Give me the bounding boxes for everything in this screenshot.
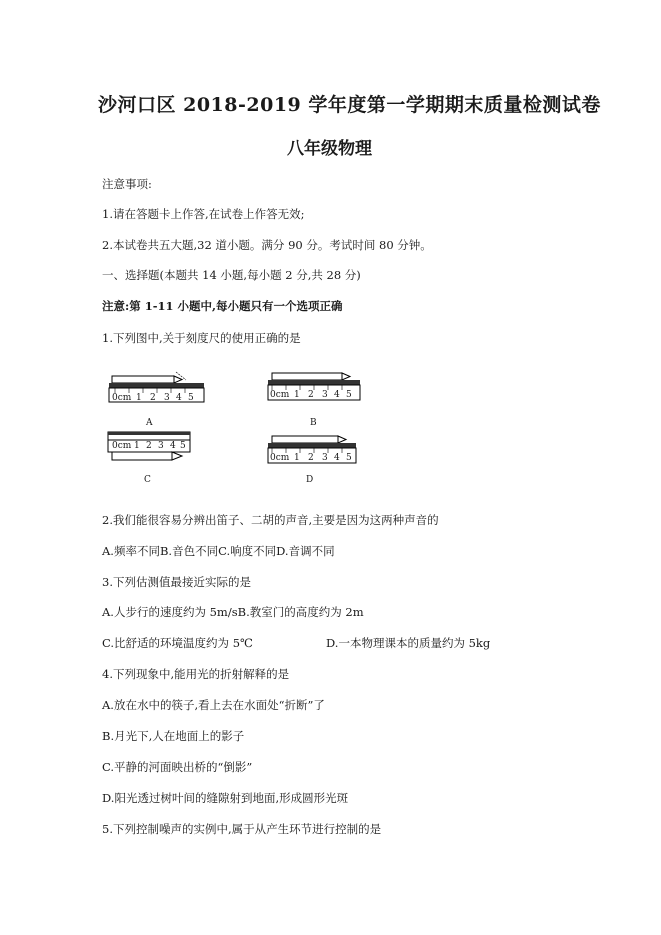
ruler-d-tick-4: 4 [334,453,340,463]
ruler-a-tick-0: 0cm [112,393,132,403]
question-4-stem: 4.下列现象中,能用光的折射解释的是 [102,667,290,681]
question-4-option-a: A.放在水中的筷子,看上去在水面处“折断”了 [102,698,325,712]
ruler-a-tick-2: 2 [150,393,156,403]
notes-heading: 注意事项: [102,177,152,191]
figure-label-c: C [144,475,151,485]
ruler-diagram [100,360,380,490]
ruler-c-tick-4: 4 [170,441,176,451]
ruler-c-tick-0: 0cm [112,441,132,451]
question-4-option-b: B.月光下,人在地面上的影子 [102,729,245,743]
ruler-b-tick-3: 3 [322,390,328,400]
section-heading: 一、选择题(本题共 14 小题,每小题 2 分,共 28 分) [102,268,361,282]
notes-item-2: 2.本试卷共五大题,32 道小题。满分 90 分。考试时间 80 分钟。 [102,238,432,252]
section-note: 注意:第 1-11 小题中,每小题只有一个选项正确 [102,299,343,313]
question-3-stem: 3.下列估测值最接近实际的是 [102,575,251,589]
ruler-a-tick-5: 5 [188,393,194,403]
ruler-c-tick-2: 2 [146,441,152,451]
question-1-stem: 1.下列图中,关于刻度尺的使用正确的是 [102,331,301,345]
ruler-c-tick-5: 5 [180,441,186,451]
ruler-d-tick-2: 2 [308,453,314,463]
ruler-d-tick-1: 1 [294,453,300,463]
question-2-options: A.频率不同B.音色不同C.响度不同D.音调不同 [102,544,335,558]
question-4-option-d: D.阳光透过树叶间的缝隙射到地面,形成圆形光斑 [102,791,349,805]
question-3-option-d: D.一本物理课本的质量约为 5kg [326,636,491,650]
ruler-d-tick-3: 3 [322,453,328,463]
ruler-b-tick-2: 2 [308,390,314,400]
ruler-d-tick-5: 5 [346,453,352,463]
notes-item-1: 1.请在答题卡上作答,在试卷上作答无效; [102,207,305,221]
ruler-a-tick-3: 3 [164,393,170,403]
figure-label-d: D [306,475,314,485]
ruler-b-tick-4: 4 [334,390,340,400]
ruler-a-tick-4: 4 [176,393,182,403]
ruler-c-tick-3: 3 [158,441,164,451]
question-1-figure [100,360,380,490]
ruler-a-tick-1: 1 [136,393,142,403]
ruler-b-tick-0: 0cm [270,390,290,400]
question-3-option-ab: A.人步行的速度约为 5m/sB.教室门的高度约为 2m [102,605,364,619]
question-2-stem: 2.我们能很容易分辨出笛子、二胡的声音,主要是因为这两种声音的 [102,513,439,527]
question-4-option-c: C.平静的河面映出桥的“倒影” [102,760,253,774]
ruler-d-tick-0: 0cm [270,453,290,463]
page-title: 沙河口区 2018-2019 学年度第一学期期末质量检测试卷 [98,94,601,116]
figure-label-a: A [146,418,153,428]
question-5-stem: 5.下列控制噪声的实例中,属于从产生环节进行控制的是 [102,822,382,836]
figure-label-b: B [310,418,317,428]
ruler-c-tick-1: 1 [134,441,140,451]
question-3-option-c: C.比舒适的环境温度约为 5℃ [102,636,253,650]
ruler-b-tick-1: 1 [294,390,300,400]
ruler-b-tick-5: 5 [346,390,352,400]
page-subtitle: 八年级物理 [287,139,372,159]
